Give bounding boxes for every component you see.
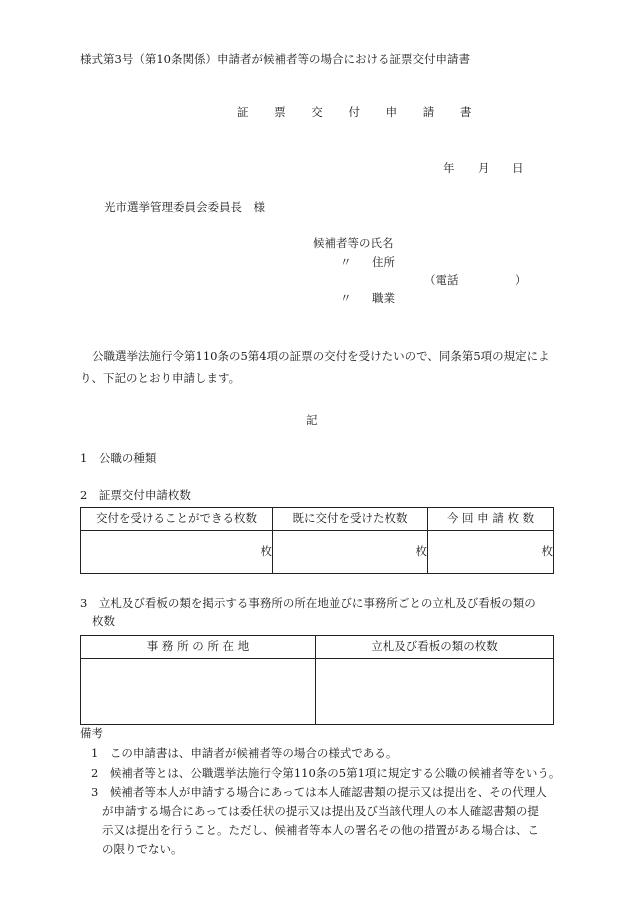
form-reference: 様式第3号（第10条関係）申請者が候補者等の場合における証票交付申請書 (80, 52, 470, 66)
body-line-1: 公職選挙法施行令第110条の5第4項の証票の交付を受けたいので、同条第5項の規定によ (92, 349, 550, 363)
issuable-count-cell[interactable]: 枚 (81, 531, 273, 574)
column-header-current-request: 今 回 申 請 枚 数 (428, 508, 554, 531)
note-3-line-3: 示又は提出を行うこと。ただし、候補者等本人の署名その他の措置がある場合は、こ (102, 823, 539, 837)
column-header-signboard-count: 立札及び看板の類の枚数 (316, 636, 554, 659)
column-header-already-issued: 既に交付を受けた枚数 (273, 508, 428, 531)
phone-close: ） (515, 273, 527, 287)
notes-heading: 備考 (80, 726, 103, 740)
ditto-mark: 〃 (340, 255, 352, 269)
applicant-address-label: 住所 (372, 255, 395, 269)
note-3-line-1: 3 候補者等本人が申請する場合にあっては本人確認書類の提示又は提出を、その代理人 (91, 785, 547, 799)
applicant-name-label: 候補者等の氏名 (313, 236, 394, 250)
ditto-mark: 〃 (340, 291, 352, 305)
already-issued-count-cell[interactable]: 枚 (273, 531, 428, 574)
note-3-line-4: の限りでない。 (102, 842, 183, 856)
form-title: 証 票 交 付 申 請 書 (237, 105, 483, 119)
note-1: 1 この申請書は、申請者が候補者等の場合の様式である。 (91, 746, 398, 760)
date-month: 月 (478, 161, 490, 175)
item-2-label: 2 証票交付申請枚数 (80, 488, 191, 502)
date-day: 日 (512, 161, 524, 175)
office-location-cell[interactable] (81, 659, 316, 725)
item-3-label-line-2: 枚数 (92, 614, 115, 628)
column-header-issuable: 交付を受けることができる枚数 (81, 508, 273, 531)
note-3-line-2: が申請する場合にあっては委任状の提示又は提出及び当該代理人の本人確認書類の提 (102, 804, 539, 818)
body-line-2: り、下記のとおり申請します。 (80, 371, 241, 385)
current-request-count-cell[interactable]: 枚 (428, 531, 554, 574)
office-signboard-table (80, 635, 554, 725)
applicant-occupation-label: 職業 (372, 291, 395, 305)
issuance-count-table (80, 507, 554, 574)
phone-open: （電話 (424, 273, 459, 287)
signboard-count-cell[interactable] (316, 659, 554, 725)
column-header-office-location: 事 務 所 の 所 在 地 (81, 636, 316, 659)
item-1-label: 1 公職の種類 (80, 451, 157, 465)
ki-heading: 記 (306, 413, 318, 427)
item-3-label-line-1: 3 立札及び看板の類を掲示する事務所の所在地並びに事務所ごとの立札及び看板の類の (80, 596, 536, 610)
note-2: 2 候補者等とは、公職選挙法施行令第110条の5第1項に規定する公職の候補者等をいう。 (91, 766, 561, 780)
date-year: 年 (443, 161, 455, 175)
addressee: 光市選挙管理委員会委員長 様 (104, 200, 265, 214)
